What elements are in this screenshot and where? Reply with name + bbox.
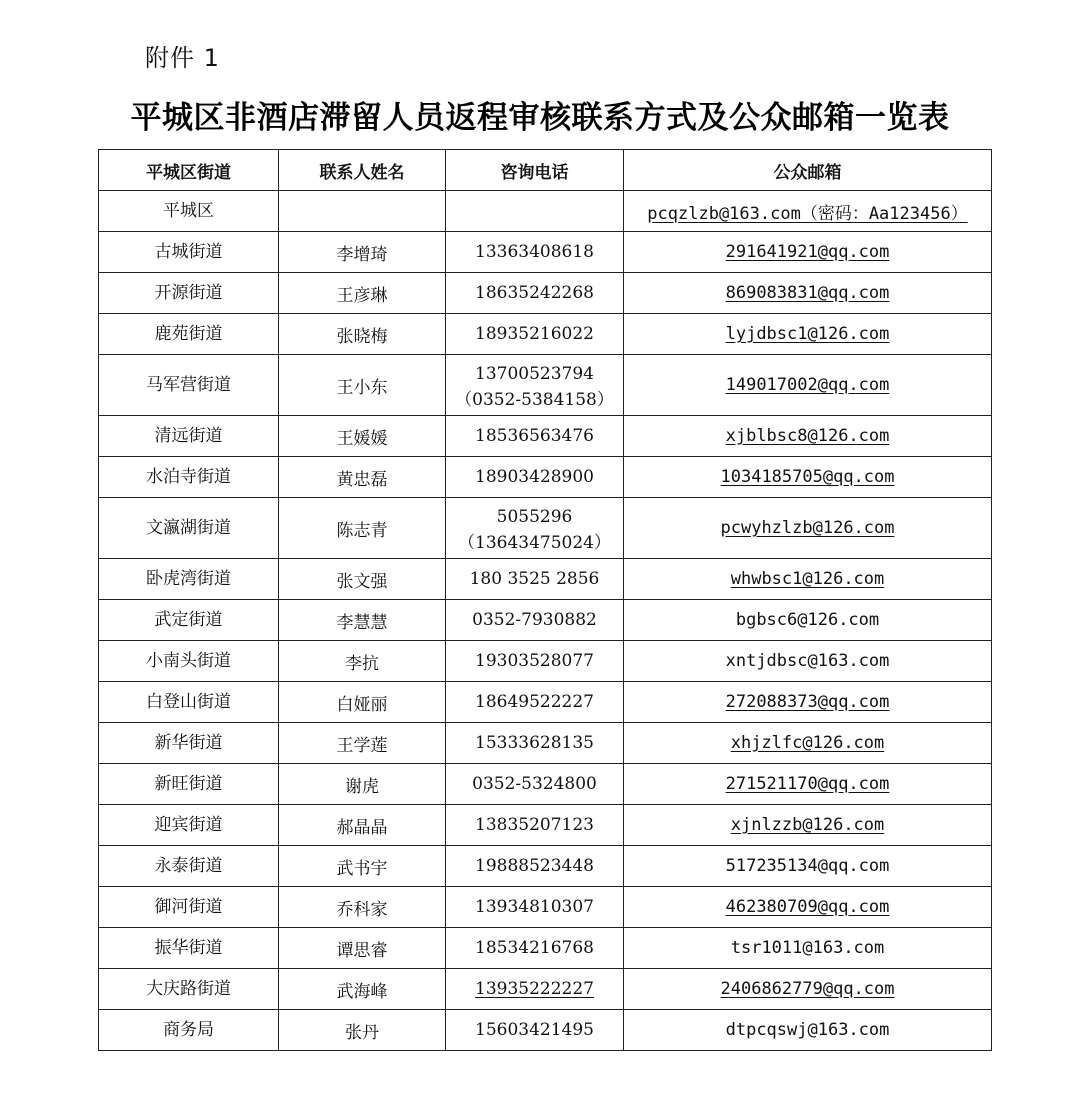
header-email: 公众邮箱	[624, 150, 992, 191]
email-address[interactable]: dtpcqswj@163.com	[725, 1020, 890, 1040]
contact-name-cell: 王小东	[279, 355, 446, 416]
email-address[interactable]: tsr1011@163.com	[730, 938, 885, 958]
phone-number: 13835207123	[475, 815, 594, 835]
email-cell	[624, 314, 992, 355]
email-cell	[624, 600, 992, 641]
email-address[interactable]: lyjdbsc1@126.com	[725, 324, 890, 344]
phone-number: 18536563476	[475, 426, 594, 446]
phone-number: 19303528077	[475, 651, 594, 671]
contact-name-cell: 谭思睿	[279, 928, 446, 969]
phone-cell	[446, 641, 624, 682]
contact-name-cell: 黄忠磊	[279, 457, 446, 498]
phone-number: 5055296	[496, 507, 573, 527]
phone-number: 13935222227	[475, 979, 594, 999]
phone-number: 0352-5324800	[472, 774, 597, 794]
email-address[interactable]: xjblbsc8@126.com	[725, 426, 890, 446]
page-title: 平城区非酒店滞留人员返程审核联系方式及公众邮箱一览表	[130, 100, 950, 136]
email-address[interactable]: pcwyhzlzb@126.com	[720, 518, 895, 538]
contact-name-cell: 王彦琳	[279, 273, 446, 314]
phone-cell	[446, 928, 624, 969]
email-cell	[624, 355, 992, 416]
table-body	[99, 191, 992, 1051]
street-cell: 文瀛湖街道	[99, 498, 279, 559]
contact-name-cell: 陈志青	[279, 498, 446, 559]
contact-name-cell: 谢虎	[279, 764, 446, 805]
header-street: 平城区街道	[99, 150, 279, 191]
contact-name-cell: 王媛媛	[279, 416, 446, 457]
email-cell	[624, 805, 992, 846]
street-cell: 永泰街道	[99, 846, 279, 887]
table-row	[99, 764, 992, 805]
email-cell	[624, 928, 992, 969]
street-cell: 新华街道	[99, 723, 279, 764]
street-cell: 水泊寺街道	[99, 457, 279, 498]
contact-name-cell: 李慧慧	[279, 600, 446, 641]
email-cell	[624, 723, 992, 764]
table-row	[99, 273, 992, 314]
phone-cell	[446, 600, 624, 641]
table-row	[99, 641, 992, 682]
email-cell	[624, 273, 992, 314]
street-cell: 御河街道	[99, 887, 279, 928]
phone-number: 18534216768	[475, 938, 594, 958]
email-cell	[624, 969, 992, 1010]
email-cell	[624, 641, 992, 682]
table-row	[99, 887, 992, 928]
email-cell	[624, 764, 992, 805]
phone-number: 15333628135	[475, 733, 594, 753]
table-row	[99, 928, 992, 969]
email-address[interactable]: xhjzlfc@126.com	[730, 733, 885, 753]
contact-name-cell: 武书宇	[279, 846, 446, 887]
email-cell	[624, 498, 992, 559]
email-address[interactable]: bgbsc6@126.com	[735, 610, 880, 630]
contact-name-cell: 白娅丽	[279, 682, 446, 723]
contact-name-cell: 张丹	[279, 1010, 446, 1051]
email-address[interactable]: 517235134@qq.com	[725, 856, 890, 876]
phone-cell	[446, 559, 624, 600]
table-row	[99, 314, 992, 355]
email-address[interactable]: 2406862779@qq.com	[720, 979, 895, 999]
phone-cell	[446, 498, 624, 559]
phone-cell	[446, 723, 624, 764]
phone-cell	[446, 314, 624, 355]
contact-name-cell: 王学莲	[279, 723, 446, 764]
email-cell	[624, 191, 992, 232]
table-row	[99, 600, 992, 641]
phone-number: 13934810307	[475, 897, 594, 917]
contact-name-cell: 乔科家	[279, 887, 446, 928]
phone-number: 18635242268	[475, 283, 594, 303]
phone-number-alt: （13643475024）	[458, 533, 611, 553]
email-address[interactable]: 869083831@qq.com	[725, 283, 890, 303]
phone-cell	[446, 969, 624, 1010]
phone-cell	[446, 846, 624, 887]
phone-cell	[446, 1010, 624, 1051]
email-cell	[624, 416, 992, 457]
street-cell: 小南头街道	[99, 641, 279, 682]
street-cell: 卧虎湾街道	[99, 559, 279, 600]
table-row	[99, 355, 992, 416]
email-cell	[624, 559, 992, 600]
email-address[interactable]: 271521170@qq.com	[725, 774, 890, 794]
phone-number: 18649522227	[475, 692, 594, 712]
email-address[interactable]: 149017002@qq.com	[725, 375, 890, 395]
contact-name-cell: 郝晶晶	[279, 805, 446, 846]
street-cell: 新旺街道	[99, 764, 279, 805]
phone-number: 18935216022	[475, 324, 594, 344]
street-cell: 迎宾街道	[99, 805, 279, 846]
table-row	[99, 969, 992, 1010]
table-row	[99, 559, 992, 600]
street-cell: 古城街道	[99, 232, 279, 273]
contact-name-cell: 李抗	[279, 641, 446, 682]
phone-number: 13363408618	[475, 242, 594, 262]
street-cell: 开源街道	[99, 273, 279, 314]
table-row	[99, 1010, 992, 1051]
table-row	[99, 232, 992, 273]
email-address[interactable]: 462380709@qq.com	[725, 897, 890, 917]
phone-cell	[446, 273, 624, 314]
email-cell	[624, 232, 992, 273]
phone-number: 180 3525 2856	[469, 569, 600, 589]
table-row	[99, 416, 992, 457]
email-cell	[624, 887, 992, 928]
street-cell: 平城区	[99, 191, 279, 232]
street-cell: 马军营街道	[99, 355, 279, 416]
table-row	[99, 457, 992, 498]
attachment-label: 附件 1	[145, 44, 220, 72]
street-cell: 鹿苑街道	[99, 314, 279, 355]
phone-number: 19888523448	[475, 856, 594, 876]
table-row	[99, 723, 992, 764]
street-cell: 商务局	[99, 1010, 279, 1051]
table-row	[99, 846, 992, 887]
table-row	[99, 191, 992, 232]
table-header-row	[99, 150, 992, 191]
phone-number: 13700523794	[475, 364, 594, 384]
street-cell: 清远街道	[99, 416, 279, 457]
contact-name-cell: 武海峰	[279, 969, 446, 1010]
email-address[interactable]: 291641921@qq.com	[725, 242, 890, 262]
phone-cell	[446, 232, 624, 273]
street-cell: 大庆路街道	[99, 969, 279, 1010]
phone-number: 15603421495	[475, 1020, 594, 1040]
email-address[interactable]: pcqzlzb@163.com（密码：Aa123456）	[647, 203, 968, 224]
contact-name-cell: 张文强	[279, 559, 446, 600]
street-cell: 振华街道	[99, 928, 279, 969]
contact-name-cell	[279, 191, 446, 232]
email-cell	[624, 682, 992, 723]
street-cell: 白登山街道	[99, 682, 279, 723]
phone-cell	[446, 887, 624, 928]
phone-cell	[446, 457, 624, 498]
email-cell	[624, 1010, 992, 1051]
email-address[interactable]: xjnlzzb@126.com	[730, 815, 885, 835]
phone-number: 18903428900	[475, 467, 594, 487]
email-address[interactable]: 1034185705@qq.com	[720, 467, 895, 487]
street-cell: 武定街道	[99, 600, 279, 641]
table-row	[99, 682, 992, 723]
email-cell	[624, 457, 992, 498]
phone-cell	[446, 764, 624, 805]
phone-cell	[446, 682, 624, 723]
email-address[interactable]: xntjdbsc@163.com	[725, 651, 890, 671]
email-address[interactable]: 272088373@qq.com	[725, 692, 890, 712]
table-row	[99, 805, 992, 846]
email-address[interactable]: whwbsc1@126.com	[730, 569, 885, 589]
phone-cell	[446, 805, 624, 846]
contact-name-cell: 李增琦	[279, 232, 446, 273]
header-name: 联系人姓名	[279, 150, 446, 191]
phone-number: 0352-7930882	[472, 610, 597, 630]
contact-table	[98, 149, 992, 1051]
phone-number-alt: （0352-5384158）	[455, 390, 614, 410]
table-row	[99, 498, 992, 559]
header-phone: 咨询电话	[446, 150, 624, 191]
phone-cell	[446, 191, 624, 232]
phone-cell	[446, 355, 624, 416]
contact-name-cell: 张晓梅	[279, 314, 446, 355]
email-cell	[624, 846, 992, 887]
phone-cell	[446, 416, 624, 457]
